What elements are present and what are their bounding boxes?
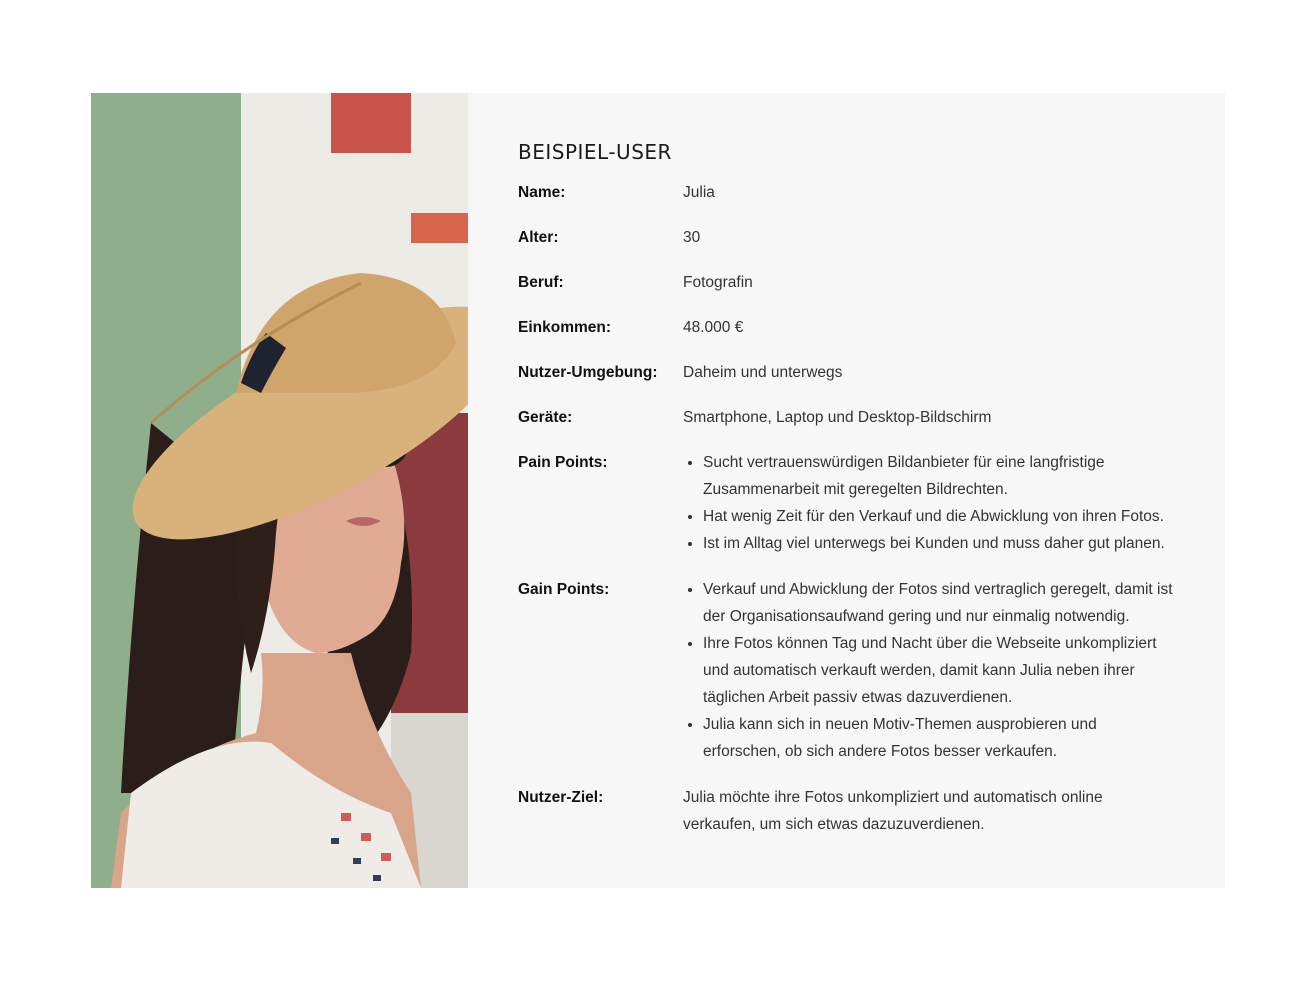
field-value: 48.000 €: [683, 319, 744, 336]
woman-with-hat-image: [91, 93, 468, 888]
field-label: Name:: [518, 184, 566, 201]
field-row-devices: [518, 407, 1175, 431]
pain-points-label: Pain Points:: [518, 454, 608, 471]
gain-points-value: [683, 576, 1175, 765]
persona-photo: [91, 93, 468, 888]
goal-label: Nutzer-Ziel:: [518, 789, 604, 806]
field-label: Alter:: [518, 229, 559, 246]
field-label: Einkommen:: [518, 319, 612, 336]
field-value: Daheim und unterwegs: [683, 364, 843, 381]
field-value: Julia: [683, 184, 715, 201]
pain-points-value: [683, 449, 1175, 557]
field-value: Smartphone, Laptop und Desktop-Bildschirm: [683, 409, 992, 426]
pain-points-row: [518, 452, 1175, 557]
gain-points-row: [518, 579, 1175, 765]
field-label: Nutzer-Umgebung:: [518, 364, 658, 381]
field-row-age: [518, 227, 1175, 251]
field-row-income: [518, 317, 1175, 341]
field-label: Geräte:: [518, 409, 573, 426]
field-value: 30: [683, 229, 701, 246]
field-label: Beruf:: [518, 274, 564, 291]
list-item: • Ist im Alltag viel unterwegs bei Kunden und muss daher gut planen.: [703, 530, 1175, 557]
gain-points-list: [683, 576, 1175, 765]
goal-row: [518, 787, 1175, 838]
list-item: • Ihre Fotos können Tag und Nacht über die Webseite unkompliziert und automatisch verkauft werden, damit kann Julia neben ihrer täglichen Arbeit passiv etwas dazuverdienen.: [703, 630, 1175, 711]
persona-title: BEISPIEL-USER: [518, 140, 672, 164]
persona-card: [91, 93, 1225, 888]
field-row-job: [518, 272, 1175, 296]
list-item: • Julia kann sich in neuen Motiv-Themen ausprobieren und erforschen, ob sich andere Fotos besser verkaufen.: [703, 711, 1175, 765]
persona-details: [468, 93, 1225, 888]
list-item: • Sucht vertrauenswürdigen Bildanbieter für eine langfristige Zusammenarbeit mit geregelten Bildrechten.: [703, 449, 1175, 503]
field-value: Fotografin: [683, 274, 753, 291]
list-item: • Hat wenig Zeit für den Verkauf und die Abwicklung von ihren Fotos.: [703, 503, 1175, 530]
list-item: • Verkauf und Abwicklung der Fotos sind vertraglich geregelt, damit ist der Organisationsaufwand gering und nur einmalig notwendig.: [703, 576, 1175, 630]
field-row-name: [518, 182, 1175, 206]
pain-points-list: [683, 449, 1175, 557]
goal-value: Julia möchte ihre Fotos unkompliziert und automatisch online verkaufen, um sich etwas dazuzuverdienen.: [683, 789, 1103, 833]
field-row-environment: [518, 362, 1175, 386]
gain-points-label: Gain Points:: [518, 581, 610, 598]
